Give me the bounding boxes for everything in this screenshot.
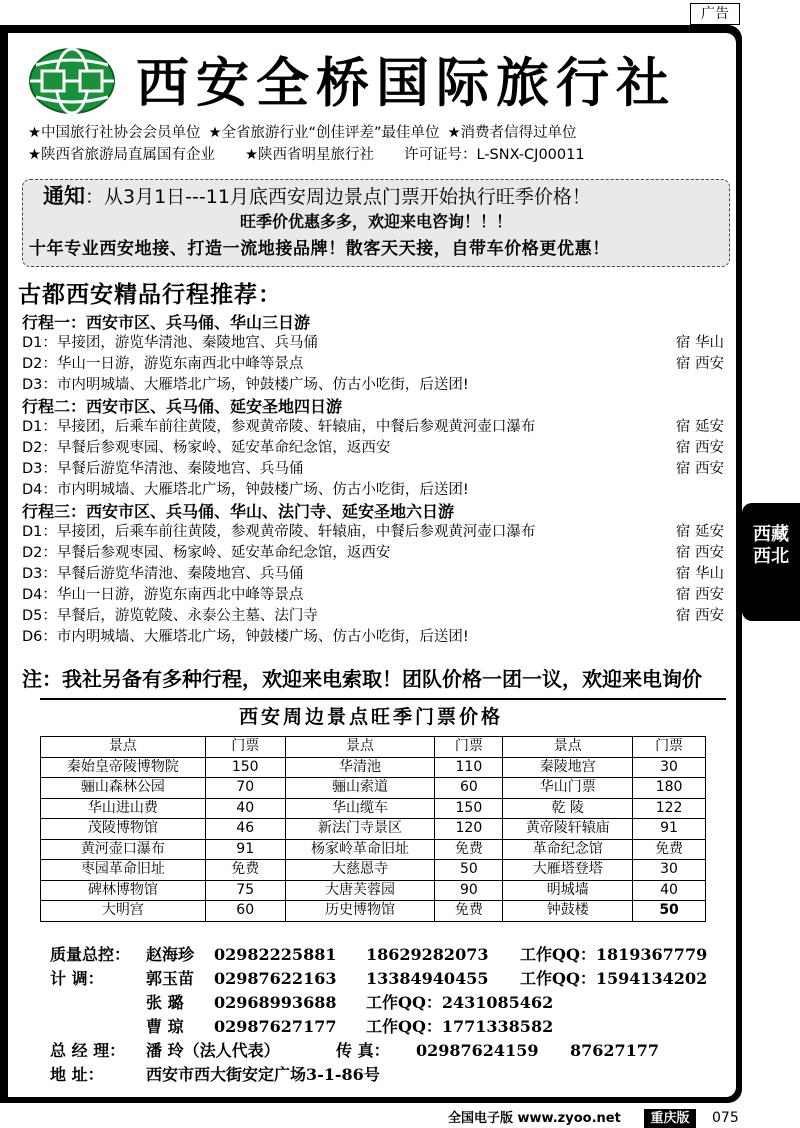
notice-box (22, 179, 730, 267)
itinerary-day (22, 375, 728, 396)
contact-phone: 02987622163 (214, 969, 337, 988)
price-cell: 40 (633, 880, 706, 901)
bottom-note: 注：我社另备有多种行程，欢迎来电索取！团队价格一团一议，欢迎来电询价 (22, 667, 702, 691)
contact-row (50, 1015, 730, 1039)
attraction-cell: 华山门票 (503, 778, 633, 799)
contact-qq: 工作QQ：1771338582 (366, 1017, 554, 1036)
attraction-cell: 大明宫 (41, 901, 206, 922)
fax-number: 02987624159 (416, 1041, 539, 1060)
day-stay: 宿 西安 (675, 356, 724, 372)
attraction-cell: 华清池 (285, 757, 435, 778)
price-cell: 150 (435, 798, 503, 819)
attraction-cell: 秦陵地宫 (503, 757, 633, 778)
footer-bar (448, 1109, 696, 1128)
itinerary-title: 行程一：西安市区、兵马俑、华山三日游 (22, 313, 311, 332)
attraction-cell: 枣园革命旧址 (41, 860, 206, 881)
price-cell: 180 (633, 778, 706, 799)
contact-phone: 02968993688 (214, 993, 337, 1012)
day-stay: 宿 西安 (675, 461, 724, 477)
column-header: 景点 (41, 737, 206, 758)
ticket-table-title: 西安周边景点旺季门票价格 (238, 706, 503, 728)
table-row (41, 839, 706, 860)
attraction-cell: 革命纪念馆 (503, 839, 633, 860)
attraction-cell: 华山进山费 (41, 798, 206, 819)
attraction-cell: 秦始皇帝陵博物院 (41, 757, 206, 778)
attraction-cell: 骊山森林公园 (41, 778, 206, 799)
price-cell: 90 (435, 880, 503, 901)
address-row (50, 1063, 730, 1087)
price-cell: 60 (435, 778, 503, 799)
day-text: D1：早接团，后乘车前往黄陵，参观黄帝陵、轩辕庙，中餐后参观黄河壶口瀑布 (22, 524, 536, 540)
contact-name: 赵海珍 (146, 945, 195, 964)
price-cell: 免费 (435, 839, 503, 860)
column-header: 门票 (435, 737, 503, 758)
day-text: D5：早餐后，游览乾陵、永泰公主墓、法门寺 (22, 608, 318, 624)
day-text: D4：市内明城墙、大雁塔北广场，钟鼓楼广场、仿古小吃街，后送团! (22, 482, 469, 498)
ticket-table-body (41, 757, 706, 921)
price-cell: 91 (205, 839, 285, 860)
footer-website: 全国电子版 www.zyoo.net (448, 1111, 621, 1126)
itinerary-day (22, 480, 728, 501)
price-cell: 150 (205, 757, 285, 778)
day-text: D2：华山一日游，游览东南西北中峰等景点 (22, 356, 304, 372)
contact-qq: 工作QQ：1819367779 (520, 945, 708, 964)
attraction-cell: 大雁塔登塔 (503, 860, 633, 881)
contact-row (50, 967, 730, 991)
contact-row (50, 991, 730, 1015)
price-cell: 120 (435, 819, 503, 840)
fax-number-2: 87627177 (570, 1041, 660, 1060)
day-text: D1：早接团，后乘车前往黄陵，参观黄帝陵、轩辕庙，中餐后参观黄河壶口瀑布 (22, 419, 536, 435)
notice-subline: 旺季价优惠多多，欢迎来电咨询！！！ (239, 212, 512, 231)
address-value: 西安市西大街安定广场3-1-86号 (146, 1065, 380, 1084)
ticket-price-table (40, 736, 706, 922)
attraction-cell: 黄帝陵轩辕庙 (503, 819, 633, 840)
attraction-cell: 新法门寺景区 (285, 819, 435, 840)
notice-label: 通知 (43, 184, 85, 208)
day-text: D2：早餐后参观枣园、杨家岭、延安革命纪念馆，返西安 (22, 440, 391, 456)
column-header: 景点 (503, 737, 633, 758)
attraction-cell: 历史博物馆 (285, 901, 435, 922)
contact-mobile: 18629282073 (366, 945, 489, 964)
itinerary-day (22, 564, 728, 585)
honor-item: ★陕西省明星旅行社 (245, 147, 374, 163)
notice-slogan: 十年专业西安地接、打造一流地接品牌！散客天天接，自带车价格更优惠！ (29, 239, 610, 259)
day-text: D4：华山一日游，游览东南西北中峰等景点 (22, 587, 304, 603)
day-stay: 宿 延安 (675, 524, 724, 540)
price-cell: 30 (633, 860, 706, 881)
attraction-cell: 明城墙 (503, 880, 633, 901)
day-text: D1：早接团，游览华清池、秦陵地宫、兵马俑 (22, 335, 318, 351)
itinerary-list (22, 312, 728, 648)
honor-item: ★陕西省旅游局直属国有企业 (28, 147, 215, 163)
price-cell: 70 (205, 778, 285, 799)
price-cell: 75 (205, 880, 285, 901)
price-cell: 50 (633, 901, 706, 922)
contact-role: 计 调： (50, 969, 104, 988)
contact-row (50, 943, 730, 967)
day-text: D6：市内明城墙、大雁塔北广场，钟鼓楼广场、仿古小吃街，后送团! (22, 629, 469, 645)
itinerary-day (22, 333, 728, 354)
attraction-cell: 大慈恩寺 (285, 860, 435, 881)
day-stay: 宿 西安 (675, 587, 724, 603)
day-stay: 宿 西安 (675, 440, 724, 456)
contact-phone: 02982225881 (214, 945, 337, 964)
day-stay: 宿 西安 (675, 545, 724, 561)
attraction-cell: 骊山索道 (285, 778, 435, 799)
day-text: D3：早餐后游览华清池、秦陵地宫、兵马俑 (22, 566, 304, 582)
price-cell: 40 (205, 798, 285, 819)
table-row (41, 798, 706, 819)
price-cell: 122 (633, 798, 706, 819)
license-number: 许可证号：L-SNX-CJ00011 (404, 147, 585, 163)
manager-row (50, 1039, 730, 1063)
day-stay: 宿 延安 (675, 419, 724, 435)
itinerary-title: 行程二：西安市区、兵马俑、延安圣地四日游 (22, 397, 343, 416)
price-cell: 60 (205, 901, 285, 922)
attraction-cell: 钟鼓楼 (503, 901, 633, 922)
price-cell: 46 (205, 819, 285, 840)
contact-phone: 02987627177 (214, 1017, 337, 1036)
side-tab-label: 西藏西北 (753, 524, 789, 567)
company-logo-globe-icon (28, 47, 116, 115)
price-cell: 免费 (205, 860, 285, 881)
itinerary-day (22, 417, 728, 438)
table-header-row (41, 737, 706, 758)
day-text: D2：早餐后参观枣园、杨家岭、延安革命纪念馆，返西安 (22, 545, 391, 561)
contact-mobile: 13384940455 (366, 969, 489, 988)
table-row (41, 901, 706, 922)
day-stay: 宿 西安 (675, 608, 724, 624)
fax-label: 传 真： (336, 1041, 390, 1060)
page-number: 075 (712, 1110, 739, 1126)
manager-name: 潘 玲（法人代表） (146, 1041, 280, 1060)
table-row (41, 860, 706, 881)
itinerary-day (22, 606, 728, 627)
honor-line-2 (28, 146, 585, 165)
honor-item: ★中国旅行社协会会员单位 (28, 125, 201, 141)
contact-qq: 工作QQ：1594134202 (520, 969, 708, 988)
table-row (41, 778, 706, 799)
contact-block (50, 943, 730, 1087)
contact-role: 质量总控： (50, 945, 131, 964)
table-row (41, 819, 706, 840)
attraction-cell: 茂陵博物馆 (41, 819, 206, 840)
price-cell: 30 (633, 757, 706, 778)
manager-role: 总 经 理： (50, 1041, 126, 1060)
company-name: 西安全桥国际旅行社 (136, 52, 676, 114)
honor-item: ★消费者信得过单位 (447, 125, 577, 141)
day-text: D3：市内明城墙、大雁塔北广场，钟鼓楼广场、仿古小吃街，后送团! (22, 377, 469, 393)
notice-headline (43, 183, 591, 210)
itinerary-day (22, 459, 728, 480)
column-header: 景点 (285, 737, 435, 758)
attraction-cell: 黄河壶口瀑布 (41, 839, 206, 860)
itinerary-day (22, 522, 728, 543)
address-label: 地 址： (50, 1065, 104, 1084)
itinerary-day (22, 543, 728, 564)
price-cell: 免费 (633, 839, 706, 860)
price-cell: 91 (633, 819, 706, 840)
column-header: 门票 (633, 737, 706, 758)
column-header: 门票 (205, 737, 285, 758)
itinerary-day (22, 438, 728, 459)
price-cell: 免费 (435, 901, 503, 922)
itinerary-day (22, 627, 728, 648)
honor-line-1 (28, 124, 577, 143)
contact-name: 曹 琼 (146, 1017, 184, 1036)
itinerary-day (22, 585, 728, 606)
day-stay: 宿 华山 (675, 335, 724, 351)
contact-name: 郭玉苗 (146, 969, 195, 988)
attraction-cell: 大唐芙蓉园 (285, 880, 435, 901)
table-row (41, 757, 706, 778)
attraction-cell: 华山缆车 (285, 798, 435, 819)
contact-qq: 工作QQ：2431085462 (366, 993, 554, 1012)
price-cell: 50 (435, 860, 503, 881)
notice-text: ：从3月1日---11月底西安周边景点门票开始执行旺季价格！ (85, 186, 591, 208)
day-stay: 宿 华山 (675, 566, 724, 582)
attraction-cell: 杨家岭革命旧址 (285, 839, 435, 860)
divider (40, 698, 726, 700)
attraction-cell: 碑林博物馆 (41, 880, 206, 901)
itinerary-section-title: 古都西安精品行程推荐： (18, 282, 282, 308)
honor-item: ★全省旅游行业“创佳评差”最佳单位 (208, 125, 440, 141)
contact-name: 张 璐 (146, 993, 184, 1012)
itinerary-title: 行程三：西安市区、兵马俑、华山、法门寺、延安圣地六日游 (22, 502, 455, 521)
attraction-cell: 乾 陵 (503, 798, 633, 819)
ad-tag: 广告 (690, 3, 740, 25)
day-text: D3：早餐后游览华清池、秦陵地宫、兵马俑 (22, 461, 304, 477)
price-cell: 110 (435, 757, 503, 778)
itinerary-day (22, 354, 728, 375)
table-row (41, 880, 706, 901)
footer-edition: 重庆版 (644, 1109, 696, 1128)
